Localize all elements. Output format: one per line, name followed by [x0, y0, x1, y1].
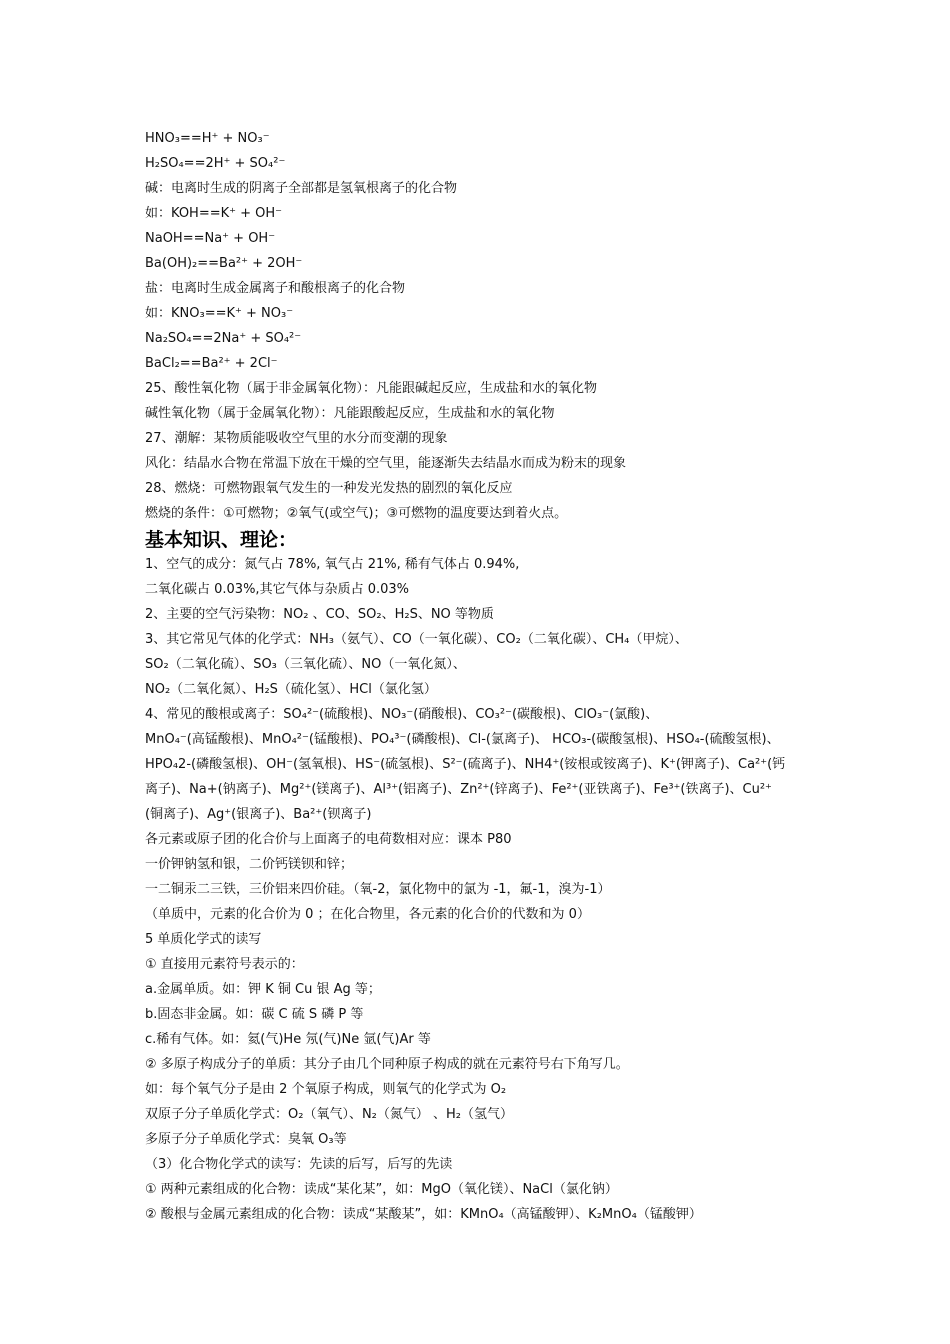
text-line: 盐：电离时生成金属离子和酸根离子的化合物: [145, 281, 406, 296]
text-line: 27、潮解：某物质能吸收空气里的水分而变潮的现象: [145, 431, 448, 446]
text-line: 一二铜汞二三铁，三价铝来四价硅。（氧-2，氯化物中的氯为 -1，氟-1，溴为-1）: [145, 882, 611, 897]
document-body: [145, 126, 825, 1227]
text-line: MnO₄⁻(高锰酸根)、MnO₄²⁻(锰酸根)、PO₄³⁻(磷酸根)、Cl-(氯离子)、 HCO₃-(碳酸氢根)、HSO₄-(硫酸氢根)、: [145, 732, 780, 747]
text-line: 碱性氧化物（属于金属氧化物）：凡能跟酸起反应，生成盐和水的氧化物: [145, 406, 555, 421]
text-line: HPO₄2-(磷酸氢根)、OH⁻(氢氧根)、HS⁻(硫氢根)、S²⁻(硫离子)、NH4⁺(铵根或铵离子)、K⁺(钾离子)、Ca²⁺(钙: [145, 757, 786, 772]
text-line: ② 酸根与金属元素组成的化合物：读成“某酸某”，如：KMnO₄（高锰酸钾）、K₂MnO₄（锰酸钾）: [145, 1207, 702, 1222]
text-line: （单质中，元素的化合价为 0 ；在化合物里，各元素的化合价的代数和为 0）: [145, 907, 590, 922]
text-line: 28、燃烧：可燃物跟氧气发生的一种发光发热的剧烈的氧化反应: [145, 481, 513, 496]
text-line: ① 直接用元素符号表示的：: [145, 957, 304, 972]
text-line: 一价钾钠氢和银，二价钙镁钡和锌；: [145, 857, 354, 872]
text-line: H₂SO₄==2H⁺ + SO₄²⁻: [145, 156, 286, 171]
text-line: Ba(OH)₂==Ba²⁺ + 2OH⁻: [145, 256, 303, 271]
text-line: 如：KNO₃==K⁺ + NO₃⁻: [145, 306, 294, 321]
text-line: Na₂SO₄==2Na⁺ + SO₄²⁻: [145, 331, 302, 346]
text-line: ① 两种元素组成的化合物：读成“某化某”，如：MgO（氧化镁）、NaCl（氯化钠）: [145, 1182, 618, 1197]
text-line: 风化：结晶水合物在常温下放在干燥的空气里，能逐渐失去结晶水而成为粉末的现象: [145, 456, 627, 471]
text-line: HNO₃==H⁺ + NO₃⁻: [145, 131, 270, 146]
text-line: （3）化合物化学式的读写：先读的后写，后写的先读: [145, 1157, 453, 1172]
text-line: 如：每个氧气分子是由 2 个氧原子构成，则氧气的化学式为 O₂: [145, 1082, 507, 1097]
text-line: 25、酸性氧化物（属于非金属氧化物）：凡能跟碱起反应，生成盐和水的氧化物: [145, 381, 598, 396]
text-line: 燃烧的条件：①可燃物；②氧气(或空气)；③可燃物的温度要达到着火点。: [145, 506, 568, 521]
text-line: 碱：电离时生成的阴离子全部都是氢氧根离子的化合物: [145, 181, 458, 196]
text-line: NaOH==Na⁺ + OH⁻: [145, 231, 276, 246]
text-line: 双原子分子单质化学式：O₂（氧气）、N₂（氮气） 、H₂（氢气）: [145, 1107, 513, 1122]
section-heading: 基本知识、理论：: [145, 529, 298, 551]
text-line: ② 多原子构成分子的单质：其分子由几个同种原子构成的就在元素符号右下角写几。: [145, 1057, 629, 1072]
text-line: 各元素或原子团的化合价与上面离子的电荷数相对应：课本 P80: [145, 832, 512, 847]
text-line: b.固态非金属。如：碳 C 硫 S 磷 P 等: [145, 1007, 364, 1022]
text-line: 5 单质化学式的读写: [145, 932, 262, 947]
text-line: SO₂（二氧化硫）、SO₃（三氧化硫）、NO（一氧化氮）、: [145, 657, 466, 672]
text-line: c.稀有气体。如：氦(气)He 氖(气)Ne 氩(气)Ar 等: [145, 1032, 431, 1047]
text-line: 多原子分子单质化学式：臭氧 O₃等: [145, 1132, 347, 1147]
text-line: 4、常见的酸根或离子：SO₄²⁻(硫酸根)、NO₃⁻(硝酸根)、CO₃²⁻(碳酸根)、ClO₃⁻(氯酸)、: [145, 707, 659, 722]
text-line: (铜离子)、Ag⁺(银离子)、Ba²⁺(钡离子): [145, 807, 372, 822]
text-line: 2、主要的空气污染物：NO₂ 、CO、SO₂、H₂S、NO 等物质: [145, 607, 494, 622]
text-line: 如：KOH==K⁺ + OH⁻: [145, 206, 283, 221]
text-line: 1、空气的成分：氮气占 78%, 氧气占 21%, 稀有气体占 0.94%,: [145, 557, 520, 572]
text-line: NO₂（二氧化氮）、H₂S（硫化氢）、HCl（氯化氢）: [145, 682, 437, 697]
text-line: BaCl₂==Ba²⁺ + 2Cl⁻: [145, 356, 278, 371]
text-line: 3、其它常见气体的化学式：NH₃（氨气）、CO（一氧化碳）、CO₂（二氧化碳）、CH₄（甲烷）、: [145, 632, 688, 647]
text-line: a.金属单质。如：钾 K 铜 Cu 银 Ag 等；: [145, 982, 381, 997]
text-line: 二氧化碳占 0.03%,其它气体与杂质占 0.03%: [145, 582, 409, 597]
text-line: 离子)、Na+(钠离子)、Mg²⁺(镁离子)、Al³⁺(铝离子)、Zn²⁺(锌离子)、Fe²⁺(亚铁离子)、Fe³⁺(铁离子)、Cu²⁺: [145, 782, 772, 797]
